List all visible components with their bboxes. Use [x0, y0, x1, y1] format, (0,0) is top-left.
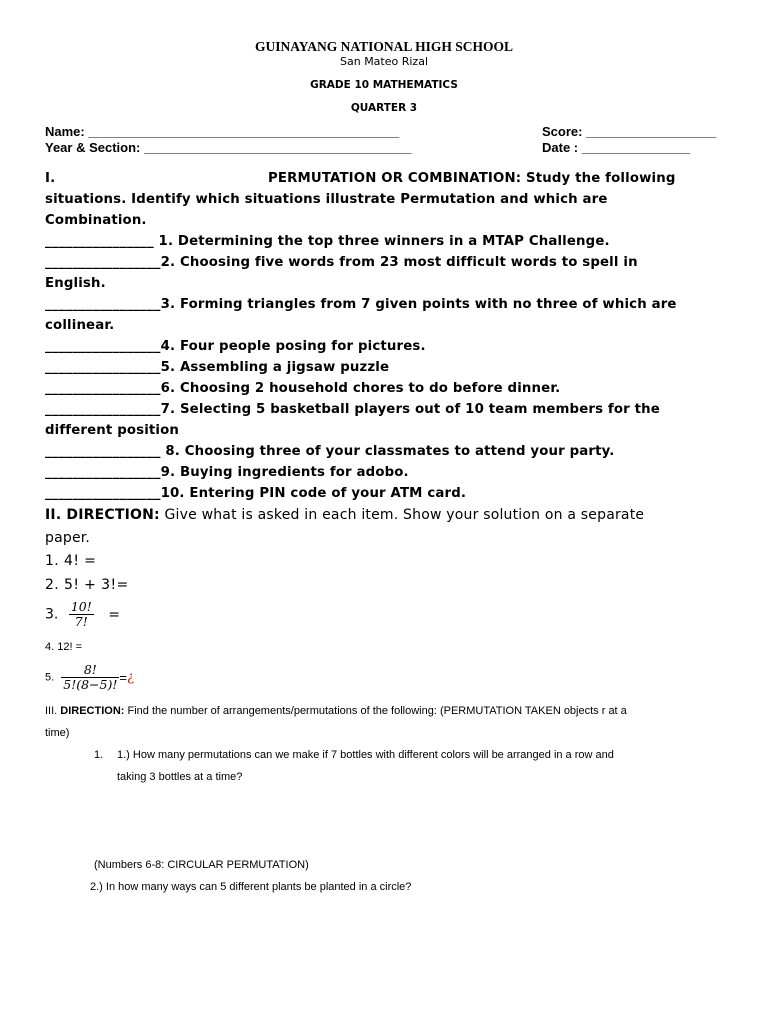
part3-instruction: Find the number of arrangements/permutations of the following: (PERMUTATION TAKEN objects r at a [124, 705, 627, 717]
q3-numerator: 10! [70, 599, 92, 614]
part1-item-2: _________________2. Choosing five words from 23 most difficult words to spell in [45, 255, 638, 270]
part1-item-7: _________________7. Selecting 5 basketball players out of 10 team members for the [45, 402, 660, 417]
part3-list-number: 1. [94, 749, 104, 761]
part1-item-5: _________________5. Assembling a jigsaw puzzle [45, 360, 390, 375]
part1-instruction-line2: situations. Identify which situations illustrate Permutation and which are [45, 192, 608, 207]
subject-title: GRADE 10 MATHEMATICS [310, 79, 458, 91]
part1-item-3: _________________3. Forming triangles from 7 given points with no three of which are [45, 297, 677, 312]
q3-label: 3. [45, 606, 59, 623]
part1-instruction-line1: PERMUTATION OR COMBINATION: Study the following [268, 171, 676, 186]
part2-question-1: 1. 4! = [45, 553, 97, 569]
part2-instruction-cont: paper. [45, 530, 91, 546]
part1-item-1: ________________ 1. Determining the top three winners in a MTAP Challenge. [45, 234, 610, 249]
q5-fraction [61, 663, 119, 692]
q5-equals: = [119, 670, 127, 685]
part1-item-7-cont: different position [45, 423, 180, 438]
q5-numerator: 8! [61, 663, 119, 678]
part1-item-9: _________________9. Buying ingredients for adobo. [45, 465, 409, 480]
part1-item-2-cont: English. [45, 276, 106, 291]
part1-instruction-line3: Combination. [45, 213, 147, 228]
part3-question-2: 2.) In how many ways can 5 different plants be planted in a circle? [90, 881, 412, 893]
part1-item-4: _________________4. Four people posing for pictures. [45, 339, 426, 354]
quarter-title: QUARTER 3 [350, 102, 418, 114]
part2-question-3 [45, 600, 120, 629]
part2-question-2: 2. 5! + 3!= [45, 577, 129, 593]
part2-instruction: Give what is asked in each item. Show your solution on a separate [159, 507, 645, 523]
part1-item-10: _________________10. Entering PIN code of your ATM card. [45, 486, 467, 501]
part1-item-6: _________________6. Choosing 2 household chores to do before dinner. [45, 381, 561, 396]
score-field: Score: __________________ [542, 124, 717, 139]
q5-denominator: 5!(8−5)! [63, 677, 118, 692]
part3-prefix: III. [45, 705, 61, 717]
q3-denominator: 7! [74, 614, 88, 629]
q5-label: 5. [45, 671, 55, 684]
part3-question-1-line1: 1.) How many permutations can we make if 7 bottles with different colors will be arranged in a row and [117, 749, 614, 761]
part3-heading: DIRECTION: [60, 705, 125, 717]
part2-question-5 [45, 663, 134, 692]
school-name: GUINAYANG NATIONAL HIGH SCHOOL [255, 39, 513, 54]
name-field: Name: ___________________________________________ [45, 124, 400, 139]
part2-direction [45, 507, 644, 523]
part1-item-8: _________________ 8. Choosing three of your classmates to attend your party. [45, 444, 615, 459]
part3-question-1-line2: taking 3 bottles at a time? [117, 771, 243, 783]
part1-item-3-cont: collinear. [45, 318, 115, 333]
part1-numeral: I. [45, 171, 56, 186]
year-section-field: Year & Section: _____________________________________ [45, 140, 412, 155]
q3-fraction [69, 600, 94, 629]
q5-mark: ¿ [126, 670, 134, 685]
part2-question-4: 4. 12! = [45, 641, 83, 653]
school-location: San Mateo Rizal [340, 55, 428, 68]
q3-equals: = [108, 606, 120, 623]
part3-instruction-cont: time) [45, 727, 70, 739]
circular-permutation-note: (Numbers 6-8: CIRCULAR PERMUTATION) [94, 859, 309, 871]
date-field: Date : _______________ [542, 140, 691, 155]
part3-direction [45, 705, 627, 717]
part2-heading: II. DIRECTION: [45, 507, 160, 523]
